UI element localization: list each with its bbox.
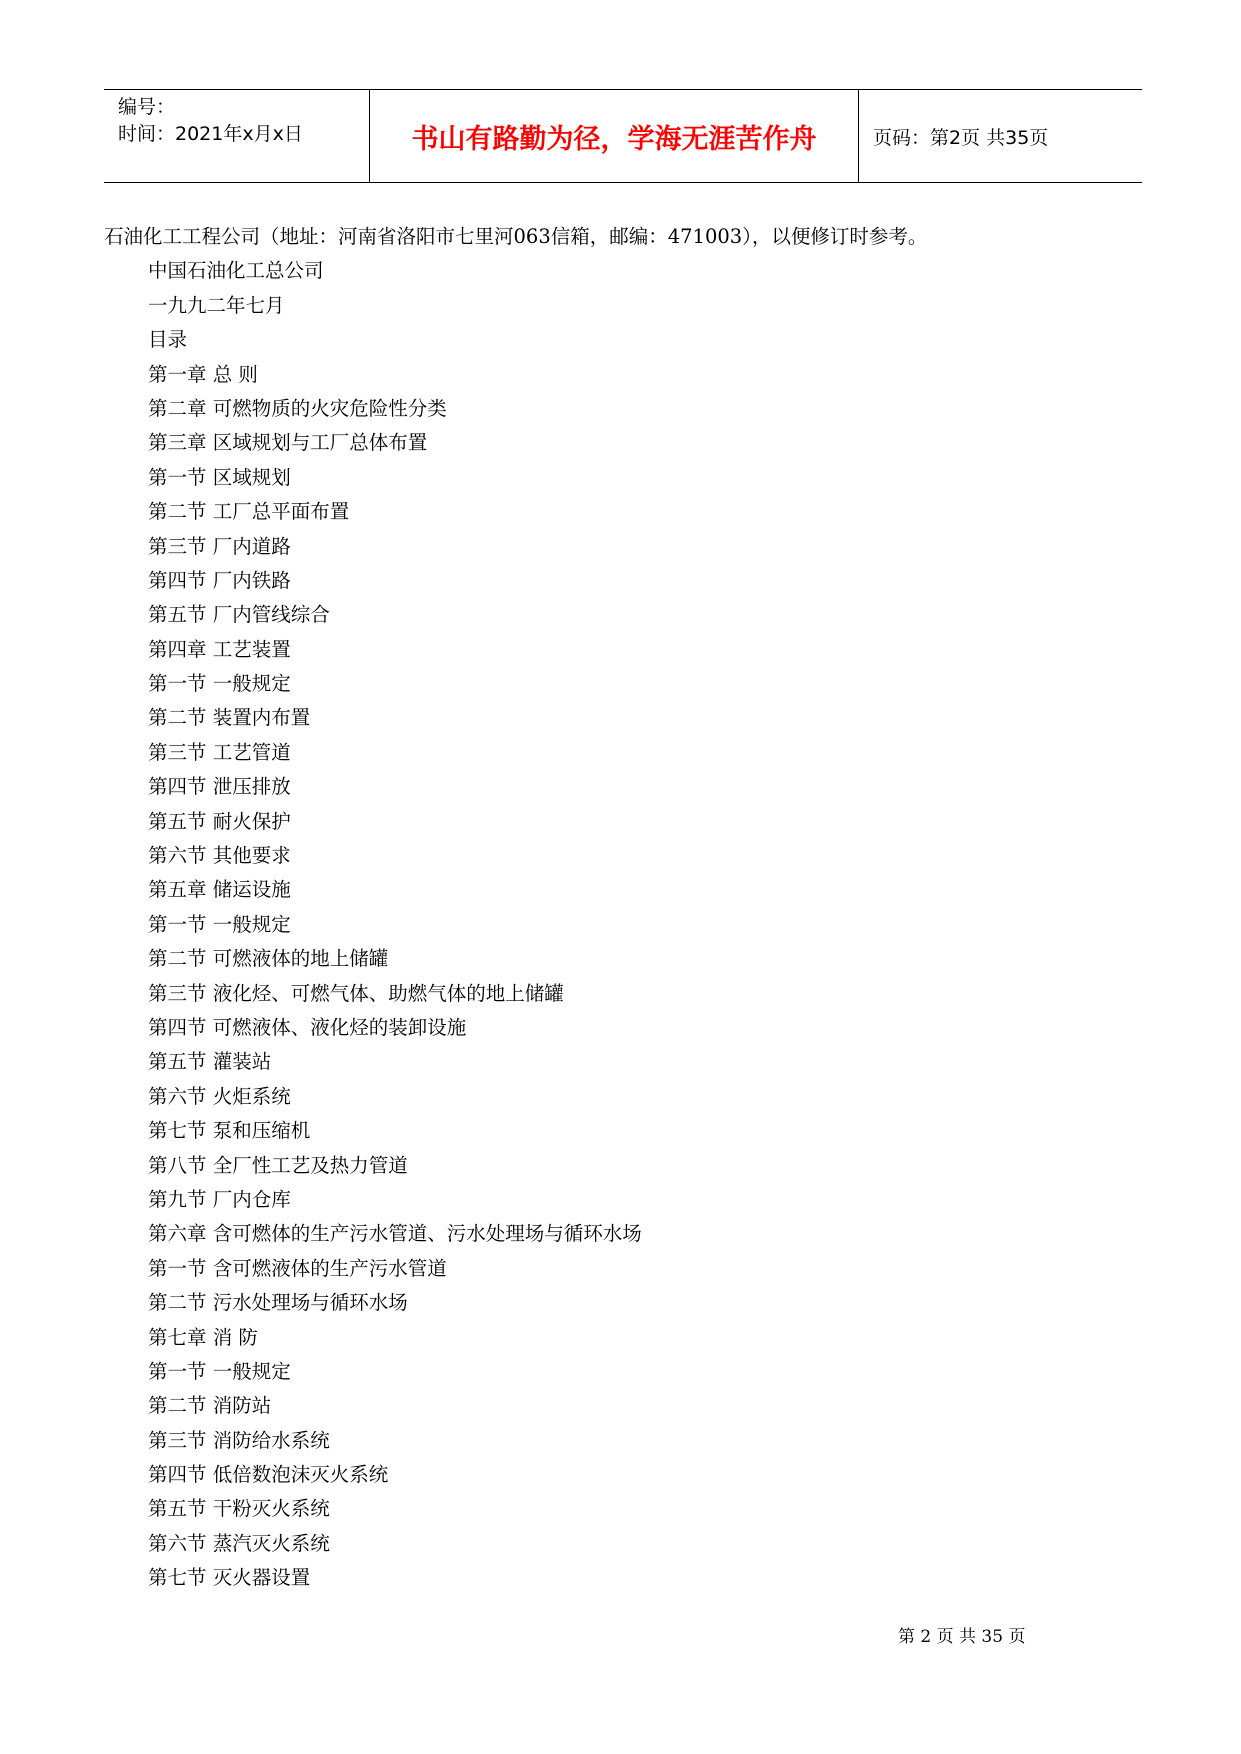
toc-line: 第一节 区域规划 xyxy=(148,465,291,489)
toc-line: 第三节 液化烃、可燃气体、助燃气体的地上储罐 xyxy=(148,981,564,1005)
toc-line: 第二节 可燃液体的地上储罐 xyxy=(148,947,389,971)
toc-line: 第五节 灌装站 xyxy=(148,1050,272,1074)
number-label: 编号： xyxy=(118,96,176,118)
document-body xyxy=(104,220,1144,1596)
page-label: 页码：第2页 共35页 xyxy=(873,126,1049,149)
toc-line: 中国石油化工总公司 xyxy=(148,259,324,283)
header-meta-cell xyxy=(104,90,370,182)
toc-line: 第六节 火炬系统 xyxy=(148,1084,291,1108)
document-header xyxy=(104,89,1142,183)
toc-line: 第二节 污水处理场与循环水场 xyxy=(148,1291,408,1315)
toc-line: 目录 xyxy=(148,328,188,352)
toc-line: 第五章 储运设施 xyxy=(148,878,291,902)
toc-line: 第四章 工艺装置 xyxy=(148,637,291,661)
toc-line: 第三节 厂内道路 xyxy=(148,534,291,558)
toc-line: 第五节 干粉灭火系统 xyxy=(148,1497,330,1521)
toc-line: 第二节 工厂总平面布置 xyxy=(148,500,350,524)
toc-line: 第八节 全厂性工艺及热力管道 xyxy=(148,1153,408,1177)
toc-line: 第一节 一般规定 xyxy=(148,672,291,696)
toc-line: 第三节 消防给水系统 xyxy=(148,1428,330,1452)
toc-line: 第七章 消 防 xyxy=(148,1325,258,1349)
time-label: 时间：2021年x月x日 xyxy=(118,123,303,145)
toc-line: 第七节 泵和压缩机 xyxy=(148,1119,311,1143)
body-paragraph: 石油化工工程公司（地址：河南省洛阳市七里河063信箱，邮编：471003），以便修订时参考。 xyxy=(104,225,928,248)
toc-line: 第一章 总 则 xyxy=(148,362,258,386)
toc-line: 第五节 厂内管线综合 xyxy=(148,603,330,627)
toc-line: 第六章 含可燃体的生产污水管道、污水处理场与循环水场 xyxy=(148,1222,642,1246)
toc-line: 第六节 蒸汽灭火系统 xyxy=(148,1531,330,1555)
toc-line: 第六节 其他要求 xyxy=(148,844,291,868)
toc-line: 第四节 厂内铁路 xyxy=(148,568,291,592)
toc-line: 第三章 区域规划与工厂总体布置 xyxy=(148,431,428,455)
toc-line: 第二节 装置内布置 xyxy=(148,706,311,730)
page-footer: 第 2 页 共 35 页 xyxy=(898,1627,1026,1647)
motto-text: 书山有路勤为径，学海无涯苦作舟 xyxy=(411,123,817,155)
toc-line: 第一节 一般规定 xyxy=(148,1359,291,1383)
toc-line: 第四节 可燃液体、液化烃的装卸设施 xyxy=(148,1015,467,1039)
toc-line: 第四节 低倍数泡沫灭火系统 xyxy=(148,1463,389,1487)
toc-line: 一九九二年七月 xyxy=(148,293,285,317)
toc-line: 第七节 灭火器设置 xyxy=(148,1566,311,1590)
toc-line: 第三节 工艺管道 xyxy=(148,740,291,764)
toc-line: 第二节 消防站 xyxy=(148,1394,272,1418)
toc-line: 第一节 含可燃液体的生产污水管道 xyxy=(148,1256,447,1280)
toc-line: 第四节 泄压排放 xyxy=(148,775,291,799)
toc-line: 第五节 耐火保护 xyxy=(148,809,291,833)
toc-line: 第九节 厂内仓库 xyxy=(148,1187,291,1211)
motto-cell xyxy=(370,90,859,182)
page-number-cell xyxy=(859,90,1142,182)
toc-line: 第二章 可燃物质的火灾危险性分类 xyxy=(148,396,447,420)
toc-line: 第一节 一般规定 xyxy=(148,912,291,936)
